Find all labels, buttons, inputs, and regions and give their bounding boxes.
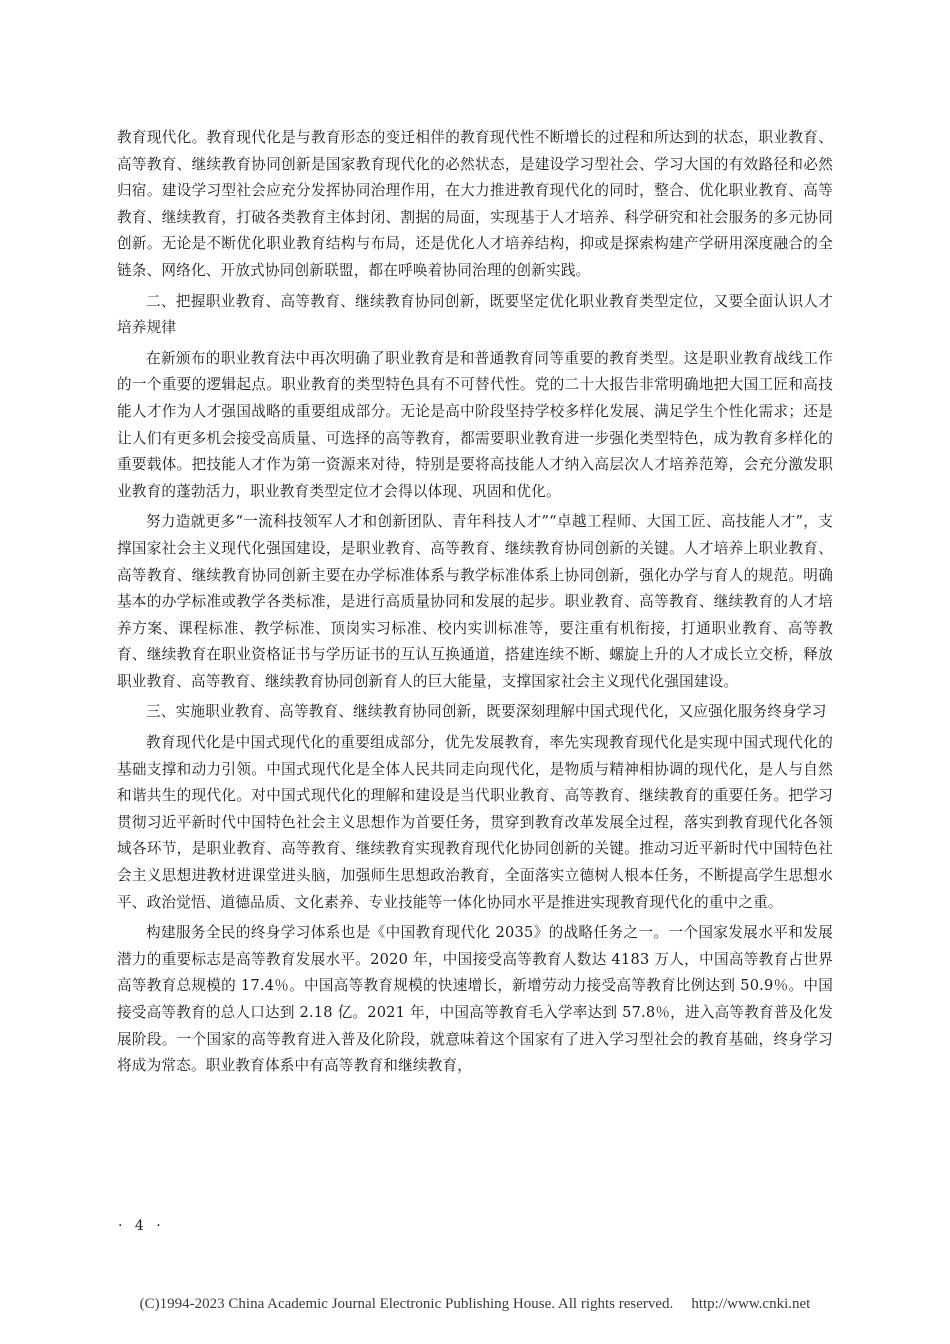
section-heading-3: 三、实施职业教育、高等教育、继续教育协同创新，既要深刻理解中国式现代化，又应强化服务终身学习 [146, 703, 827, 721]
page-number: · 4 · [118, 1218, 165, 1234]
footer-url: http://www.cnki.net [691, 1296, 811, 1312]
cnki-footer [0, 1296, 950, 1313]
paragraph-2: 在新颁布的职业教育法中再次明确了职业教育是和普通教育同等重要的教育类型。这是职业教育战线工作的一个重要的逻辑起点。职业教育的类型特色具有不可替代性。党的二十大报告非常明确地把大国工匠和高技能人才作为人才强国战略的重要组成部分。无论是高中阶段坚持学校多样化发展、满足学生个性化需求；还是让人们有更多机会接受高质量、可选择的高等教育，都需要职业教育进一步强化类型特色，成为教育多样化的重要载体。把技能人才作为第一资源来对待，特别是要将高技能人才纳入高层次人才培养范筹，会充分激发职业教育的蓬勃活力，职业教育类型定位才会得以体现、巩固和优化。 [117, 349, 833, 500]
paragraph-4: 教育现代化是中国式现代化的重要组成部分，优先发展教育，率先实现教育现代化是实现中国式现代化的基础支撑和动力引领。中国式现代化是全体人民共同走向现代化，是物质与精神相协调的现代化，是人与自然和谐共生的现代化。对中国式现代化的理解和建设是当代职业教育、高等教育、继续教育的重要任务。把学习贯彻习近平新时代中国特色社会主义思想作为首要任务，贯穿到教育改革发展全过程，落实到教育现代化各领域各环节，是职业教育、高等教育、继续教育实现教育现代化协同创新的关键。推动习近平新时代中国特色社会主义思想进教材进课堂进头脑，加强师生思想政治教育，全面落实立德树人根本任务，不断提高学生思想水平、政治觉悟、道德品质、文化素养、专业技能等一体化协同水平是推进实现教育现代化的重中之重。 [117, 734, 833, 911]
section-heading-2: 二、把握职业教育、高等教育、继续教育协同创新，既要坚定优化职业教育类型定位，又要全面认识人才培养规律 [117, 292, 833, 337]
paragraph-5: 构建服务全民的终身学习体系也是《中国教育现代化 2035》的战略任务之一。一个国家发展水平和发展潜力的重要标志是高等教育发展水平。2020 年，中国接受高等教育人数达 4183 万人，中国高等教育占世界高等教育总规模的 17.4％。中国高等教育规模的快速增长，新增劳动力接受高等教育比例达到 50.9％。中国接受高等教育的总人口达到 2.18 亿。2021 年，中国高等教育毛入学率达到 57.8％，进入高等教育普及化发展阶段。一个国家的高等教育进入普及化阶段，就意味着这个国家有了进入学习型社会的教育基础，终身学习将成为常态。职业教育体系中有高等教育和继续教育， [117, 924, 833, 1075]
paragraph-1: 教育现代化。教育现代化是与教育形态的变迁相伴的教育现代性不断增长的过程和所达到的状态，职业教育、高等教育、继续教育协同创新是国家教育现代化的必然状态，是建设学习型社会、学习大国的有效路径和必然归宿。建设学习型社会应充分发挥协同治理作用，在大力推进教育现代化的同时，整合、优化职业教育、高等教育、继续教育，打破各类教育主体封闭、割据的局面，实现基于人才培养、科学研究和社会服务的多元协同创新。无论是不断优化职业教育结构与布局，还是优化人才培养结构，抑或是探索构建产学研用深度融合的全链条、网络化、开放式协同创新联盟，都在呼唤着协同治理的创新实践。 [117, 129, 833, 279]
copyright-notice: (C)1994-2023 China Academic Journal Electronic Publishing House. All rights reserved. [139, 1296, 674, 1312]
paragraph-3: 努力造就更多“一流科技领军人才和创新团队、青年科技人才”“卓越工程师、大国工匠、高技能人才”，支撑国家社会主义现代化强国建设，是职业教育、高等教育、继续教育协同创新的关键。人才培养上职业教育、高等教育、继续教育协同创新主要在办学标准体系与教学标准体系上协同创新，强化办学与育人的规范。明确基本的办学标准或教学各类标准，是进行高质量协同和发展的起步。职业教育、高等教育、继续教育的人才培养方案、课程标准、教学标准、顶岗实习标准、校内实训标准等，要注重有机衔接，打通职业教育、高等教育、继续教育在职业资格证书与学历证书的互认互换通道，搭建连续不断、螺旋上升的人才成长立交桥，释放职业教育、高等教育、继续教育协同创新育人的巨大能量，支撑国家社会主义现代化强国建设。 [117, 513, 833, 690]
article-body [117, 125, 833, 1084]
